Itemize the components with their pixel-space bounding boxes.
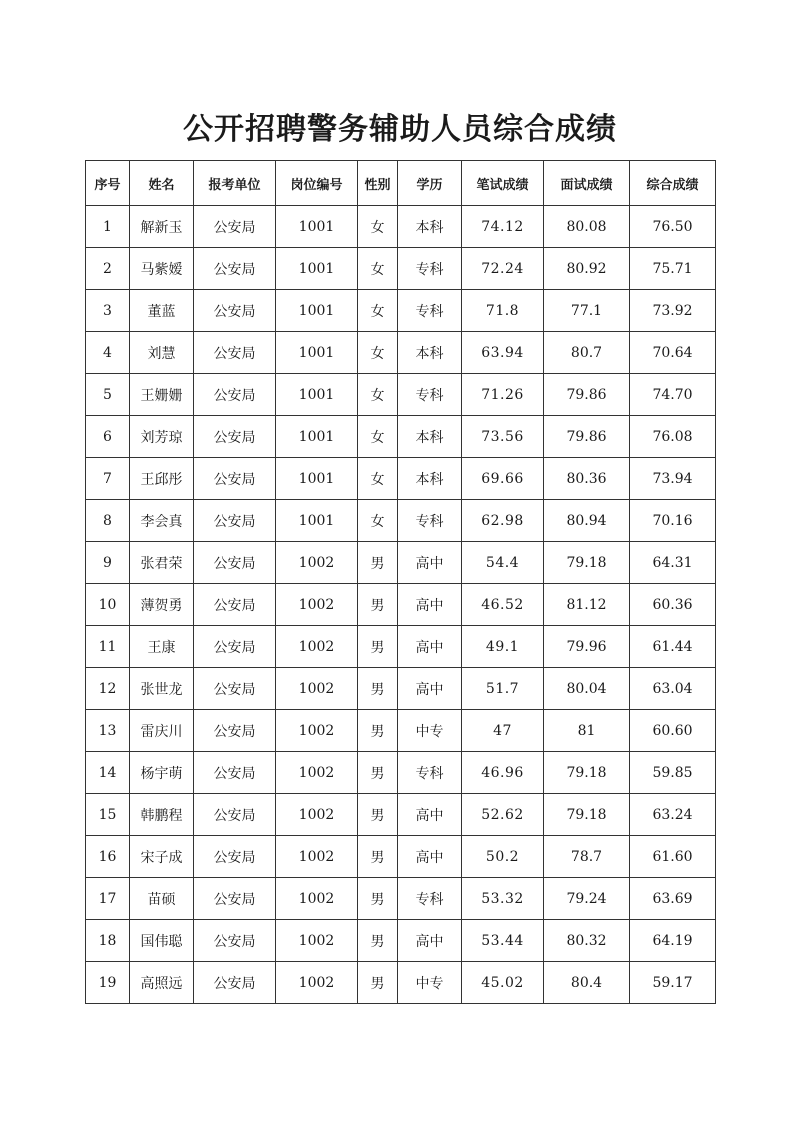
cell-interview-score: 80.7 [544, 332, 630, 374]
cell-name: 张世龙 [130, 668, 194, 710]
table-row [86, 668, 716, 710]
cell-interview-score: 81 [544, 710, 630, 752]
cell-unit: 公安局 [194, 416, 276, 458]
cell-education: 高中 [398, 836, 462, 878]
table-row [86, 626, 716, 668]
cell-gender: 男 [358, 878, 398, 920]
cell-interview-score: 78.7 [544, 836, 630, 878]
table-row [86, 206, 716, 248]
cell-post-code: 1002 [276, 752, 358, 794]
cell-unit: 公安局 [194, 584, 276, 626]
cell-name: 高照远 [130, 962, 194, 1004]
cell-gender: 男 [358, 920, 398, 962]
cell-education: 本科 [398, 458, 462, 500]
cell-interview-score: 80.94 [544, 500, 630, 542]
cell-gender: 女 [358, 458, 398, 500]
table-row [86, 416, 716, 458]
table-row [86, 920, 716, 962]
cell-index: 12 [86, 668, 130, 710]
cell-interview-score: 80.4 [544, 962, 630, 1004]
cell-index: 7 [86, 458, 130, 500]
cell-post-code: 1002 [276, 542, 358, 584]
cell-index: 16 [86, 836, 130, 878]
cell-interview-score: 80.92 [544, 248, 630, 290]
cell-interview-score: 79.86 [544, 416, 630, 458]
cell-name: 刘芳琼 [130, 416, 194, 458]
cell-written-score: 50.2 [462, 836, 544, 878]
cell-interview-score: 79.24 [544, 878, 630, 920]
cell-interview-score: 80.36 [544, 458, 630, 500]
column-header: 面试成绩 [544, 161, 630, 206]
cell-gender: 女 [358, 332, 398, 374]
cell-index: 3 [86, 290, 130, 332]
cell-name: 韩鹏程 [130, 794, 194, 836]
cell-written-score: 53.32 [462, 878, 544, 920]
cell-total-score: 63.24 [630, 794, 716, 836]
table-row [86, 374, 716, 416]
cell-unit: 公安局 [194, 752, 276, 794]
cell-total-score: 73.94 [630, 458, 716, 500]
cell-education: 高中 [398, 626, 462, 668]
cell-interview-score: 79.18 [544, 794, 630, 836]
cell-gender: 男 [358, 710, 398, 752]
cell-education: 高中 [398, 920, 462, 962]
cell-unit: 公安局 [194, 836, 276, 878]
table-row [86, 878, 716, 920]
cell-written-score: 71.26 [462, 374, 544, 416]
cell-education: 本科 [398, 332, 462, 374]
cell-written-score: 71.8 [462, 290, 544, 332]
cell-index: 11 [86, 626, 130, 668]
cell-index: 5 [86, 374, 130, 416]
cell-unit: 公安局 [194, 542, 276, 584]
cell-unit: 公安局 [194, 206, 276, 248]
cell-gender: 男 [358, 794, 398, 836]
cell-education: 本科 [398, 416, 462, 458]
column-header: 综合成绩 [630, 161, 716, 206]
cell-post-code: 1002 [276, 962, 358, 1004]
cell-interview-score: 80.08 [544, 206, 630, 248]
cell-name: 宋子成 [130, 836, 194, 878]
cell-unit: 公安局 [194, 710, 276, 752]
cell-index: 18 [86, 920, 130, 962]
cell-written-score: 74.12 [462, 206, 544, 248]
cell-written-score: 46.96 [462, 752, 544, 794]
table-row [86, 836, 716, 878]
cell-post-code: 1001 [276, 332, 358, 374]
cell-gender: 女 [358, 206, 398, 248]
cell-total-score: 64.19 [630, 920, 716, 962]
cell-name: 李会真 [130, 500, 194, 542]
cell-unit: 公安局 [194, 458, 276, 500]
cell-name: 张君荣 [130, 542, 194, 584]
cell-interview-score: 79.18 [544, 542, 630, 584]
cell-education: 本科 [398, 206, 462, 248]
column-header: 岗位编号 [276, 161, 358, 206]
column-header: 性别 [358, 161, 398, 206]
table-row [86, 962, 716, 1004]
cell-unit: 公安局 [194, 668, 276, 710]
cell-index: 2 [86, 248, 130, 290]
cell-gender: 男 [358, 836, 398, 878]
cell-total-score: 73.92 [630, 290, 716, 332]
cell-total-score: 63.04 [630, 668, 716, 710]
cell-written-score: 46.52 [462, 584, 544, 626]
column-header: 学历 [398, 161, 462, 206]
cell-name: 杨宇萌 [130, 752, 194, 794]
table-row [86, 500, 716, 542]
cell-total-score: 76.08 [630, 416, 716, 458]
table-row [86, 752, 716, 794]
column-header: 序号 [86, 161, 130, 206]
cell-post-code: 1002 [276, 710, 358, 752]
cell-total-score: 64.31 [630, 542, 716, 584]
cell-post-code: 1002 [276, 626, 358, 668]
cell-index: 6 [86, 416, 130, 458]
table-row [86, 542, 716, 584]
table-row [86, 290, 716, 332]
cell-index: 19 [86, 962, 130, 1004]
cell-total-score: 63.69 [630, 878, 716, 920]
cell-total-score: 70.16 [630, 500, 716, 542]
cell-gender: 男 [358, 626, 398, 668]
cell-gender: 男 [358, 668, 398, 710]
cell-education: 高中 [398, 668, 462, 710]
cell-unit: 公安局 [194, 500, 276, 542]
cell-gender: 女 [358, 374, 398, 416]
cell-written-score: 51.7 [462, 668, 544, 710]
cell-interview-score: 77.1 [544, 290, 630, 332]
cell-unit: 公安局 [194, 626, 276, 668]
cell-written-score: 69.66 [462, 458, 544, 500]
cell-gender: 男 [358, 542, 398, 584]
table-row [86, 710, 716, 752]
cell-gender: 女 [358, 248, 398, 290]
cell-name: 马紫嫒 [130, 248, 194, 290]
cell-interview-score: 80.32 [544, 920, 630, 962]
cell-interview-score: 80.04 [544, 668, 630, 710]
column-header: 报考单位 [194, 161, 276, 206]
cell-unit: 公安局 [194, 290, 276, 332]
cell-index: 10 [86, 584, 130, 626]
cell-index: 13 [86, 710, 130, 752]
cell-education: 高中 [398, 794, 462, 836]
cell-total-score: 60.36 [630, 584, 716, 626]
cell-education: 中专 [398, 962, 462, 1004]
cell-unit: 公安局 [194, 878, 276, 920]
table-row [86, 458, 716, 500]
cell-interview-score: 79.18 [544, 752, 630, 794]
cell-education: 专科 [398, 248, 462, 290]
cell-post-code: 1001 [276, 500, 358, 542]
column-header: 姓名 [130, 161, 194, 206]
cell-name: 薄贺勇 [130, 584, 194, 626]
cell-index: 17 [86, 878, 130, 920]
cell-total-score: 59.17 [630, 962, 716, 1004]
cell-unit: 公安局 [194, 374, 276, 416]
cell-education: 高中 [398, 584, 462, 626]
cell-unit: 公安局 [194, 962, 276, 1004]
cell-total-score: 75.71 [630, 248, 716, 290]
cell-name: 王邱彤 [130, 458, 194, 500]
cell-name: 王姗姗 [130, 374, 194, 416]
cell-written-score: 62.98 [462, 500, 544, 542]
cell-written-score: 53.44 [462, 920, 544, 962]
table-row [86, 794, 716, 836]
page-title: 公开招聘警务辅助人员综合成绩 [183, 112, 617, 147]
cell-education: 中专 [398, 710, 462, 752]
cell-total-score: 59.85 [630, 752, 716, 794]
cell-name: 雷庆川 [130, 710, 194, 752]
cell-written-score: 45.02 [462, 962, 544, 1004]
cell-post-code: 1001 [276, 374, 358, 416]
scores-table [85, 160, 716, 1004]
cell-unit: 公安局 [194, 794, 276, 836]
cell-written-score: 63.94 [462, 332, 544, 374]
table-row [86, 584, 716, 626]
table-row [86, 248, 716, 290]
cell-post-code: 1002 [276, 668, 358, 710]
cell-name: 苗硕 [130, 878, 194, 920]
cell-gender: 男 [358, 752, 398, 794]
cell-index: 14 [86, 752, 130, 794]
cell-post-code: 1001 [276, 248, 358, 290]
table-header-row [86, 161, 716, 206]
cell-name: 董蓝 [130, 290, 194, 332]
cell-written-score: 47 [462, 710, 544, 752]
cell-name: 解新玉 [130, 206, 194, 248]
cell-post-code: 1001 [276, 290, 358, 332]
cell-education: 专科 [398, 752, 462, 794]
cell-post-code: 1001 [276, 416, 358, 458]
cell-gender: 女 [358, 500, 398, 542]
cell-post-code: 1002 [276, 920, 358, 962]
cell-written-score: 52.62 [462, 794, 544, 836]
cell-name: 王康 [130, 626, 194, 668]
cell-gender: 男 [358, 962, 398, 1004]
cell-post-code: 1002 [276, 878, 358, 920]
cell-total-score: 74.70 [630, 374, 716, 416]
cell-written-score: 49.1 [462, 626, 544, 668]
cell-written-score: 73.56 [462, 416, 544, 458]
cell-post-code: 1001 [276, 458, 358, 500]
cell-total-score: 76.50 [630, 206, 716, 248]
cell-post-code: 1001 [276, 206, 358, 248]
cell-name: 国伟聪 [130, 920, 194, 962]
cell-post-code: 1002 [276, 584, 358, 626]
table-body [86, 206, 716, 1004]
cell-post-code: 1002 [276, 794, 358, 836]
cell-total-score: 70.64 [630, 332, 716, 374]
cell-index: 15 [86, 794, 130, 836]
cell-post-code: 1002 [276, 836, 358, 878]
cell-index: 8 [86, 500, 130, 542]
cell-gender: 女 [358, 416, 398, 458]
cell-unit: 公安局 [194, 920, 276, 962]
cell-index: 9 [86, 542, 130, 584]
cell-interview-score: 81.12 [544, 584, 630, 626]
cell-education: 专科 [398, 374, 462, 416]
cell-index: 4 [86, 332, 130, 374]
cell-total-score: 60.60 [630, 710, 716, 752]
cell-unit: 公安局 [194, 248, 276, 290]
cell-index: 1 [86, 206, 130, 248]
cell-gender: 男 [358, 584, 398, 626]
cell-education: 高中 [398, 542, 462, 584]
cell-education: 专科 [398, 290, 462, 332]
cell-gender: 女 [358, 290, 398, 332]
cell-education: 专科 [398, 500, 462, 542]
cell-education: 专科 [398, 878, 462, 920]
cell-unit: 公安局 [194, 332, 276, 374]
table-row [86, 332, 716, 374]
cell-total-score: 61.60 [630, 836, 716, 878]
column-header: 笔试成绩 [462, 161, 544, 206]
cell-interview-score: 79.96 [544, 626, 630, 668]
cell-total-score: 61.44 [630, 626, 716, 668]
cell-written-score: 54.4 [462, 542, 544, 584]
cell-interview-score: 79.86 [544, 374, 630, 416]
cell-name: 刘慧 [130, 332, 194, 374]
cell-written-score: 72.24 [462, 248, 544, 290]
